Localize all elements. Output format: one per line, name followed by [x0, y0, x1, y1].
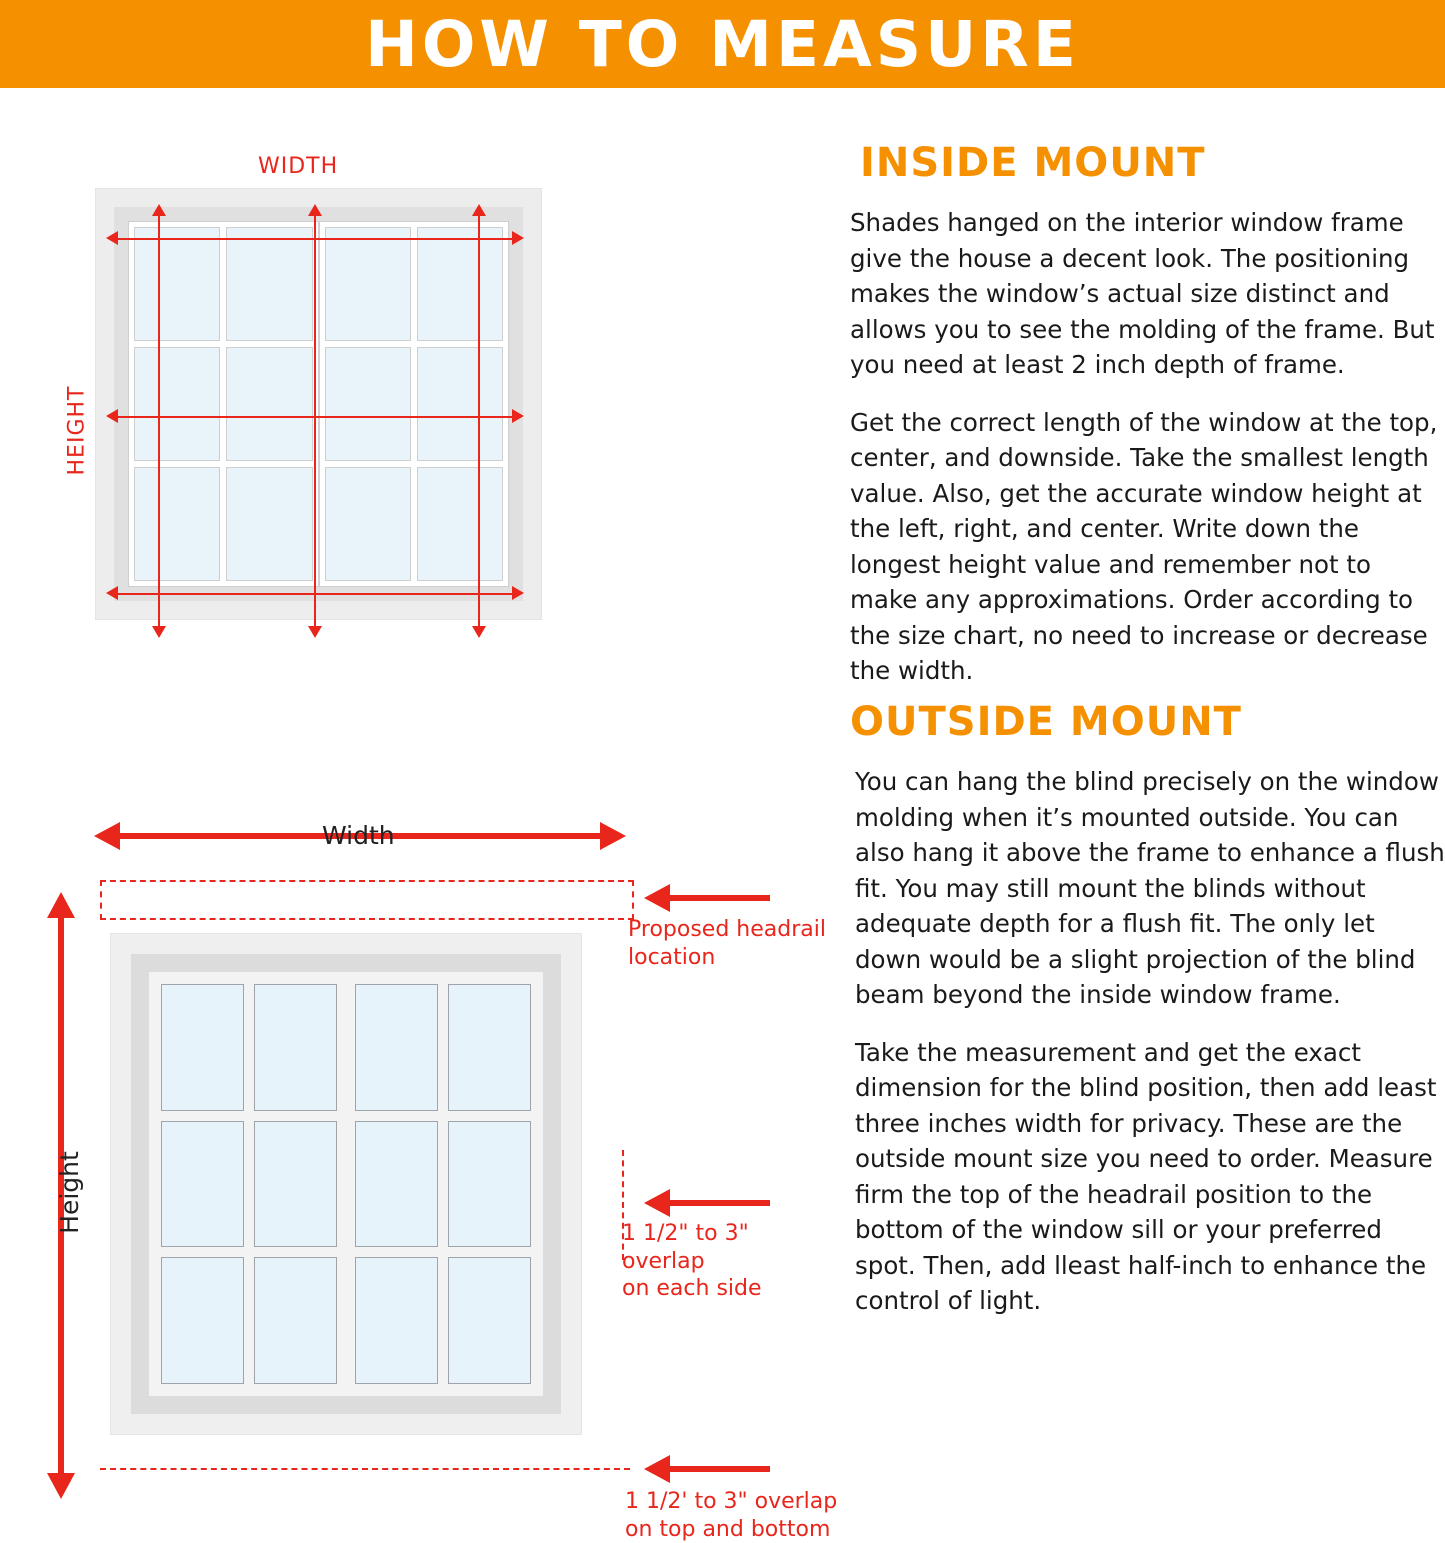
headrail-callout-text — [628, 916, 838, 971]
outside-mount-paragraph-1: You can hang the blind precisely on the window molding when it’s mounted outside. You can also hang it above the frame to enhance a flush fit. You may still mount the blinds without adequate depth for a flush fit. The only let down would be a slight projection of the blind beam beyond the inside window frame. — [855, 764, 1445, 1013]
window-sash-left — [128, 221, 319, 587]
bottom-overlap-line2: on top and bottom — [625, 1516, 845, 1543]
window-glass-area — [128, 221, 509, 587]
window-frame-outer — [95, 188, 542, 620]
inside-mount-paragraph-2: Get the correct length of the window at the top, center, and downside. Take the smallest length value. Also, get the accurate window height at the left, right, and center. Write down the longest height value and remember not to make any approximations. Order according to the size chart, no need to increase or decrease the width. — [850, 405, 1440, 689]
window-pane — [161, 1121, 244, 1248]
window-pane — [134, 467, 220, 581]
side-overlap-callout-line — [670, 1200, 770, 1206]
side-overlap-callout-arrow — [644, 1189, 670, 1217]
width-arrow-left-top — [106, 231, 118, 245]
window-pane — [254, 1121, 337, 1248]
window-pane — [417, 227, 503, 341]
headrail-callout-arrow — [644, 884, 670, 912]
header-banner — [0, 0, 1445, 88]
outside-window-glass-area — [149, 972, 543, 1396]
window-frame-inner — [114, 207, 523, 601]
width-arrow-left-middle — [106, 409, 118, 423]
window-sash-right — [319, 221, 510, 587]
inside-mount-section — [850, 143, 1440, 711]
height-arrow-up-right — [472, 204, 486, 216]
window-pane — [161, 984, 244, 1111]
outside-window-frame-inner — [131, 954, 561, 1414]
width-arrow-left-bottom — [106, 586, 118, 600]
window-pane — [355, 1257, 438, 1384]
bottom-overlap-callout-text — [625, 1488, 845, 1543]
height-measure-line-left — [158, 216, 160, 626]
window-pane — [134, 227, 220, 341]
inside-mount-diagram — [40, 128, 600, 728]
outside-window-frame-outer — [110, 933, 582, 1435]
headrail-callout-line1: Proposed headrail — [628, 916, 838, 944]
inside-mount-paragraph-1: Shades hanged on the interior window frame give the house a decent look. The positioning makes the window’s actual size distinct and allows you to see the molding of the frame. But you need at least 2 inch depth of frame. — [850, 205, 1440, 383]
window-pane — [325, 227, 411, 341]
outside-width-arrow-right — [600, 822, 626, 850]
bottom-overlap-callout-arrow — [644, 1455, 670, 1483]
outside-height-label: Height — [55, 1151, 84, 1234]
inside-height-label: HEIGHT — [64, 386, 89, 476]
page-title: HOW TO MEASURE — [365, 13, 1080, 76]
headrail-callout-line — [670, 895, 770, 901]
height-arrow-up-center — [308, 204, 322, 216]
outside-mount-diagram — [10, 688, 830, 1433]
outside-width-arrow-left — [94, 822, 120, 850]
window-pane — [226, 347, 312, 461]
outside-mount-paragraph-2: Take the measurement and get the exact dimension for the blind position, then add least three inches width for privacy. These are the outside mount size you need to order. Measure firm the top of the headrail position to the bottom of the window sill or your preferred spot. Then, add lleast half-inch to enhance the control of light. — [855, 1035, 1445, 1319]
height-arrow-down-left — [152, 626, 166, 638]
window-pane — [226, 227, 312, 341]
side-overlap-line2: on each side — [622, 1275, 837, 1303]
window-pane — [325, 467, 411, 581]
outside-mount-body — [850, 764, 1445, 1319]
outside-mount-section — [850, 702, 1445, 1341]
headrail-callout-line2: location — [628, 944, 838, 972]
outside-width-label: Width — [322, 821, 395, 850]
width-arrow-right-top — [512, 231, 524, 245]
height-measure-line-center — [314, 216, 316, 626]
window-pane — [254, 1257, 337, 1384]
window-pane — [448, 984, 531, 1111]
side-overlap-callout-text — [622, 1220, 837, 1303]
height-arrow-up-left — [152, 204, 166, 216]
bottom-overlap-dashed-line — [100, 1468, 630, 1470]
window-pane — [355, 984, 438, 1111]
outside-window-sash-left — [161, 984, 337, 1384]
bottom-overlap-callout-line — [670, 1466, 770, 1472]
inside-width-label: WIDTH — [258, 154, 338, 179]
proposed-headrail-box — [100, 880, 634, 920]
window-pane — [161, 1257, 244, 1384]
window-pane — [355, 1121, 438, 1248]
outside-mount-title: OUTSIDE MOUNT — [850, 702, 1445, 742]
outside-window-sash-right — [355, 984, 531, 1384]
outside-height-arrow-up — [47, 892, 75, 918]
height-measure-line-right — [478, 216, 480, 626]
height-arrow-down-center — [308, 626, 322, 638]
width-arrow-right-bottom — [512, 586, 524, 600]
bottom-overlap-line1: 1 1/2' to 3" overlap — [625, 1488, 845, 1516]
window-pane — [226, 467, 312, 581]
window-pane — [325, 347, 411, 461]
width-arrow-right-middle — [512, 409, 524, 423]
inside-mount-title: INSIDE MOUNT — [850, 143, 1440, 183]
side-overlap-line1: 1 1/2" to 3" overlap — [622, 1220, 837, 1275]
text-column — [840, 88, 1445, 1445]
window-pane — [417, 467, 503, 581]
height-arrow-down-right — [472, 626, 486, 638]
inside-mount-body — [850, 205, 1440, 689]
window-pane — [448, 1257, 531, 1384]
window-pane — [417, 347, 503, 461]
window-pane — [134, 347, 220, 461]
window-pane — [254, 984, 337, 1111]
window-pane — [448, 1121, 531, 1248]
diagrams-column — [0, 88, 830, 1445]
outside-height-arrow-down — [47, 1473, 75, 1499]
